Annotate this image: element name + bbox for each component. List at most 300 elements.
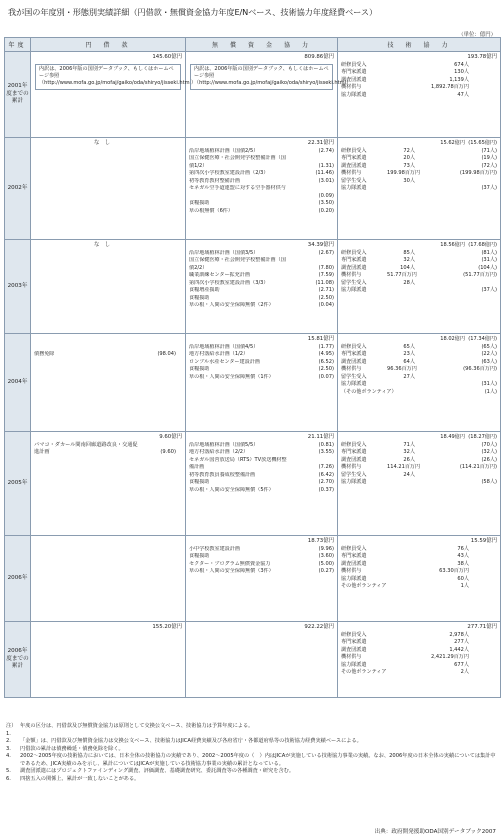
note-text: 調査団派遣にはプロジェクトファインディング調査、評価調査、基礎調査研究、委託調査等の各種調査・研究を含む。: [20, 768, 295, 774]
item-value: (11.08): [315, 279, 334, 286]
tech-cell: [338, 622, 501, 698]
item-value: (37人): [481, 287, 497, 294]
item-value: (7.26): [318, 464, 334, 471]
item-value: 1,139人: [449, 76, 469, 83]
loan-cell: [31, 52, 197, 138]
unit-label: （単位：億円）: [458, 32, 496, 38]
item-label: 沿岸地域植林計画（国債2/5）: [189, 147, 259, 154]
item-value: 28人: [403, 279, 415, 286]
tech-total-jica: (17.34億円): [468, 336, 497, 342]
item-value: 1,892.78百万円: [431, 84, 469, 91]
item-label: 草の根・人間の安全保障無償（2件）: [189, 302, 274, 309]
page-title: 我が国の年度別・形態別実績詳細（円借款・無償資金協力年度E/Nベース、技術協力年度経費ベース）: [8, 7, 378, 17]
grant-cell: [186, 432, 338, 536]
loan-item: バマコ・ダカール間南回廊道路改良・交通促進計画: [34, 441, 138, 455]
item-value: (70人): [481, 441, 497, 448]
item-label: 協力隊派遣: [341, 185, 367, 192]
item-label: セネガル国営放送局（RTS）TV放送機材整: [189, 456, 287, 463]
loan-cell: [31, 334, 186, 432]
grant-item: [189, 287, 334, 295]
item-value: [387, 381, 415, 389]
item-label: 沿岸地域植林計画（国債3/5）: [189, 249, 259, 256]
item-label: 備計画: [189, 464, 205, 471]
item-label: 沿岸地域植林計画（国債4/5）: [189, 343, 259, 350]
grant-item: [189, 479, 334, 487]
item-value: (51.77百万円): [463, 272, 497, 279]
item-label: 第四次小学校教室建設計画（3/3）: [189, 279, 269, 286]
loan-cell: [31, 622, 186, 698]
item-label: 専門家派遣: [341, 69, 367, 76]
item-value: 72人: [403, 147, 415, 154]
item-value: (37人): [481, 185, 497, 192]
item-label: 食糧援助: [189, 553, 210, 560]
item-value: (71人): [481, 147, 497, 154]
item-label: 研修員受入: [341, 545, 367, 552]
item-value: 677人: [454, 661, 469, 668]
note-number: 2.: [6, 738, 11, 744]
item-label: 協力隊派遣: [341, 381, 367, 388]
item-value: 47人: [457, 91, 469, 98]
item-value: (2.71): [318, 287, 334, 294]
item-label: 初等教育教員養成校整備計画: [189, 471, 256, 478]
grant-item: [189, 457, 334, 465]
item-value: 76人: [457, 545, 469, 552]
tech-item: [341, 583, 497, 591]
item-label: 研修員受入: [341, 441, 367, 448]
tech-item: [341, 561, 497, 569]
item-value: 32人: [403, 257, 415, 264]
item-value: 96.36百万円: [387, 366, 417, 373]
tech-total: 18.49億円: [440, 434, 465, 440]
tech-item: [341, 546, 497, 554]
item-value: 60人: [457, 575, 469, 582]
item-value: (2.67): [318, 249, 334, 256]
item-value: (81人): [481, 249, 497, 256]
note-item: [6, 723, 500, 738]
loan-none: な し: [94, 242, 111, 248]
tech-item: [341, 272, 497, 280]
item-label: 地方村落給水計画（2/2）: [189, 449, 249, 456]
item-label: 専門家派遣: [341, 449, 367, 456]
item-label: 専門家派遣: [341, 155, 367, 162]
row-2006: [5, 536, 501, 622]
item-label: 機材供与: [341, 464, 362, 471]
tech-total: 15.59億円: [470, 538, 497, 544]
item-label: 沿岸地域植林計画（国債5/5）: [189, 441, 259, 448]
tech-total: 15.62億円: [440, 140, 465, 146]
grant-item: [189, 546, 334, 554]
loan-total: 145.60億円: [152, 54, 182, 60]
tech-total-jica: (18.27億円): [468, 434, 497, 440]
note-number: 4.: [6, 753, 11, 759]
grant-item: [189, 351, 334, 359]
item-value: 2人: [460, 669, 469, 676]
tech-item: [341, 185, 497, 193]
note-text: 年度の区分は、円借款及び無償資金協力は原則として交換公文ベース、技術協力は予算年度による。: [20, 723, 254, 729]
note-number: 5.: [6, 768, 11, 774]
note-item: [6, 738, 500, 746]
item-value: (3.50): [318, 200, 334, 207]
item-label: 食糧援助: [189, 200, 210, 207]
row-2005: [5, 432, 501, 536]
note-text: 2002～2005年度の技術協力においては、日本全体の技術協力の実績であり、2002～2005年度の（ ）内はJICAが実施している技術協力事業の実績。なお、2006年度の日本全体の実績については集計中であるため、JICA実績のみを示し、累計についてはJICAが実施している技術協力事業の実績の累計となっている。: [20, 753, 496, 767]
item-value: 674人: [454, 61, 469, 68]
item-value: (3.55): [318, 449, 334, 456]
grant-item: [189, 561, 334, 569]
item-value: 32人: [403, 449, 415, 456]
item-value: (2.50): [318, 294, 334, 301]
tech-item: [341, 639, 497, 647]
note-number: 6.: [6, 775, 11, 782]
grant-total: 15.81億円: [307, 336, 334, 342]
year-cell: 2004年: [5, 334, 31, 432]
item-value: 23人: [403, 351, 415, 358]
item-label: 機材供与: [341, 272, 362, 279]
item-label: 専門家派遣: [341, 351, 367, 358]
tech-cell: [338, 240, 501, 334]
item-value: (7.59): [318, 272, 334, 279]
note-text: 四捨五入の関係上、累計が一致しないことがある。: [20, 775, 140, 782]
row-2004: [5, 334, 501, 432]
grant-item: [189, 155, 334, 163]
tech-cell: [338, 536, 501, 622]
item-value: 27人: [403, 373, 415, 380]
tech-item: [341, 148, 497, 156]
tech-total: 18.02億円: [440, 336, 465, 342]
loan-value: (9.60): [160, 449, 176, 455]
grant-item: [189, 366, 334, 374]
item-value: (2.70): [318, 479, 334, 486]
item-label: 債1/2）: [189, 162, 208, 169]
item-label: ロンプル水産センター建設計画: [189, 358, 260, 365]
grant-cell: [186, 536, 338, 622]
grant-item: [189, 148, 334, 156]
item-label: その他ボランティア: [341, 669, 387, 676]
item-value: 43人: [457, 553, 469, 560]
row-2002: [5, 138, 501, 240]
grant-cell: [186, 240, 338, 334]
grant-note-box: 内訳は、2006年版の国別データブック、もしくはホームページ参照（http://www.mofa.go.jp/mofaj/gaiko/oda/shiryo/jisseki.html）: [190, 64, 333, 90]
item-label: 専門家派遣: [341, 257, 367, 264]
item-value: (31人): [481, 257, 497, 264]
item-label: 調査団派遣: [341, 560, 367, 567]
item-label: 職業訓練センター拡充計画: [189, 272, 250, 279]
item-label: 機材供与: [341, 84, 362, 91]
results-table: [4, 37, 501, 698]
item-value: (4.95): [318, 351, 334, 358]
item-value: (3.60): [318, 553, 334, 560]
year-cell: 2002年: [5, 138, 31, 240]
grant-item: [189, 553, 334, 561]
loan-cell: [31, 138, 186, 240]
grant-item: [189, 302, 334, 310]
grant-total: 18.73億円: [307, 538, 334, 544]
item-label: 国立保健医療・社会開発学校整備計画（国: [189, 155, 286, 162]
grant-item: [189, 487, 334, 495]
item-value: (2.50): [318, 366, 334, 373]
loan-total: 9.60億円: [159, 434, 182, 440]
item-label: 食糧増産援助: [189, 287, 220, 294]
item-label: 草の根・人間の安全保障無償（3件）: [189, 568, 274, 575]
item-value: 85人: [403, 249, 415, 256]
item-label: セクター・プログラム無償資金協力: [189, 560, 271, 567]
item-label: 調査団派遣: [341, 162, 367, 169]
loan-cell: [31, 432, 186, 536]
tech-item: [341, 257, 497, 265]
item-value: 2,421.29百万円: [431, 654, 469, 661]
tech-item: [341, 366, 497, 374]
item-label: 協力隊派遣: [341, 575, 367, 582]
note-item: [6, 753, 500, 768]
item-label: 調査団派遣: [341, 456, 367, 463]
note-number: 3.: [6, 745, 11, 752]
item-value: (0.37): [318, 486, 334, 493]
tech-item: [341, 568, 497, 576]
tech-item: [341, 464, 497, 472]
grant-item: [189, 178, 334, 186]
item-value: (6.42): [318, 471, 334, 478]
item-value: (0.81): [318, 441, 334, 448]
item-label: 草の根・人間の安全保障無償（1件）: [189, 373, 274, 380]
grant-item: [189, 464, 334, 472]
item-value: (22人): [481, 351, 497, 358]
loan-cell: [31, 240, 186, 334]
item-value: 24人: [403, 471, 415, 478]
item-value: (1.77): [318, 343, 334, 350]
grant-total: 22.31億円: [307, 140, 334, 146]
grant-item: [189, 163, 334, 171]
item-label: 調査団派遣: [341, 646, 367, 653]
tech-item: [341, 479, 497, 487]
item-value: (58人): [481, 479, 497, 486]
item-value: [387, 287, 415, 295]
item-label: 食糧援助: [189, 479, 210, 486]
year-cell: 2001年度までの累計: [5, 52, 31, 138]
tech-item: [341, 351, 497, 359]
header-loan: 円 借 款: [31, 38, 186, 52]
grant-item: [189, 359, 334, 367]
tech-cell: [338, 334, 501, 432]
year-cell: 2006年: [5, 536, 31, 622]
tech-item: [341, 170, 497, 178]
tech-item: [341, 77, 497, 85]
row-total-2006: [5, 622, 501, 698]
row-2003: [5, 240, 501, 334]
item-value: (63人): [481, 358, 497, 365]
grant-cell: [186, 138, 338, 240]
tech-item: [341, 381, 497, 389]
item-value: 51.77百万円: [387, 272, 417, 279]
tech-item: [341, 632, 497, 640]
year-cell: 2006年度までの累計: [5, 622, 31, 698]
item-label: 機材供与: [341, 366, 362, 373]
item-value: 64人: [403, 358, 415, 365]
item-value: 26人: [403, 456, 415, 463]
item-label: 機材供与: [341, 568, 362, 575]
item-value: 65人: [403, 343, 415, 350]
grant-cell: [186, 622, 338, 698]
item-label: 食糧援助: [189, 294, 210, 301]
loan-item: 債務免除: [34, 351, 55, 357]
item-value: 30人: [403, 177, 415, 184]
loan-value: (98.04): [157, 351, 176, 357]
item-value: (0.04): [318, 302, 334, 309]
notes: [6, 723, 500, 783]
grant-item: [189, 568, 334, 576]
item-value: 114.21百万円: [387, 464, 421, 471]
item-value: 1,442人: [449, 646, 469, 653]
year-cell: 2005年: [5, 432, 31, 536]
tech-item: [341, 69, 497, 77]
tech-item: [341, 654, 497, 662]
item-value: (5.00): [318, 560, 334, 567]
header-row: [5, 38, 501, 52]
tech-cell: [338, 52, 501, 138]
grant-item: [189, 472, 334, 480]
header-tech: 技 術 協 力: [338, 38, 501, 52]
tech-total: 193.78億円: [467, 54, 497, 60]
grant-total: 809.86億円: [304, 54, 334, 60]
item-label: 草の根無償（6件）: [189, 207, 233, 214]
tech-item: [341, 287, 497, 295]
item-label: 研修員受入: [341, 249, 367, 256]
item-value: 20人: [403, 155, 415, 162]
item-label: セネガル空手道連盟に対する空手器材供与: [189, 185, 286, 192]
grant-item: [189, 442, 334, 450]
item-label: 調査団派遣: [341, 76, 367, 83]
item-value: 130人: [454, 69, 469, 76]
item-value: 2,978人: [449, 631, 469, 638]
item-label: 留学生受入: [341, 279, 367, 286]
item-value: (26人): [481, 456, 497, 463]
item-value: (0.27): [318, 568, 334, 575]
item-label: 研修員受入: [341, 61, 367, 68]
item-value: 199.98百万円: [387, 170, 421, 177]
tech-item: [341, 449, 497, 457]
item-label: 初等教育教材整備計画: [189, 177, 240, 184]
grant-item: [189, 185, 334, 193]
item-label: 機材供与: [341, 170, 362, 177]
tech-item: [341, 344, 497, 352]
item-value: (3.01): [318, 177, 334, 184]
grant-item: [189, 265, 334, 273]
note-text: 「金額」は、円借款及び無償資金協力は交換公文ベース、技術協力はJICA経費実績及び各府省庁・各都道府県等の技術協力経費実績ベースによる。: [20, 738, 362, 744]
item-value: (32人): [481, 449, 497, 456]
item-value: (0.09): [318, 192, 334, 199]
tech-total: 277.71億円: [467, 624, 497, 630]
item-value: (0.20): [318, 207, 334, 214]
item-value: 104人: [400, 264, 415, 271]
item-label: 留学生受入: [341, 373, 367, 380]
source-credit: 出典：政府開発援助ODA国別データブック2007: [374, 829, 496, 835]
item-value: (114.21百万円): [459, 464, 497, 471]
item-value: 71人: [403, 441, 415, 448]
item-value: 1人: [460, 583, 469, 590]
note-number: 注）1.: [6, 723, 17, 737]
item-label: 協力隊派遣: [341, 287, 367, 294]
grant-item: [189, 193, 334, 201]
tech-item: [341, 155, 497, 163]
tech-item: [341, 669, 497, 677]
loan-cell: [31, 536, 186, 622]
header-grant: 無 償 資 金 協 力: [186, 38, 338, 52]
grant-item: [189, 374, 334, 382]
item-value: (72人): [481, 162, 497, 169]
item-label: 研修員受入: [341, 343, 367, 350]
item-value: (96.36百万円): [463, 366, 497, 373]
tech-total-jica: (15.65億円): [468, 140, 497, 146]
tech-total: 18.56億円: [440, 242, 465, 248]
item-label: その他ボランティア: [341, 583, 387, 590]
tech-item: [341, 442, 497, 450]
item-value: (199.98百万円): [459, 170, 497, 177]
year-cell: 2003年: [5, 240, 31, 334]
item-value: (7.80): [318, 264, 334, 271]
grant-total: 922.22億円: [304, 624, 334, 630]
tech-item: [341, 553, 497, 561]
item-value: (19人): [481, 155, 497, 162]
item-label: 調査団派遣: [341, 358, 367, 365]
item-value: (2.74): [318, 147, 334, 154]
grant-item: [189, 170, 334, 178]
tech-total-jica: (17.68億円): [468, 242, 497, 248]
item-label: 機材供与: [341, 654, 362, 661]
grant-item: [189, 344, 334, 352]
item-value: 277人: [454, 639, 469, 646]
item-value: (1.31): [318, 162, 334, 169]
item-value: (0.07): [318, 373, 334, 380]
item-label: 草の根・人間の安全保障無償（5件）: [189, 486, 274, 493]
item-label: 研修員受入: [341, 147, 367, 154]
item-label: 留学生受入: [341, 471, 367, 478]
grant-item: [189, 200, 334, 208]
item-label: 地方村落給水計画（1/2）: [189, 351, 249, 358]
tech-item: [341, 92, 497, 100]
item-value: (6.52): [318, 358, 334, 365]
item-label: 協力隊派遣: [341, 479, 367, 486]
item-label: 国立保健医療・社会開発学校整備計画（国: [189, 257, 286, 264]
tech-item: [341, 84, 497, 92]
loan-total: 155.20億円: [152, 624, 182, 630]
item-label: 調査団派遣: [341, 264, 367, 271]
item-value: (11.46): [315, 170, 334, 177]
grant-cell: [186, 334, 338, 432]
header-year: 年度: [5, 38, 31, 52]
item-value: (1人): [484, 388, 497, 395]
note-item: [6, 768, 500, 776]
tech-cell: [338, 432, 501, 536]
item-label: 協力隊派遣: [341, 91, 367, 98]
grant-total: 21.11億円: [307, 434, 334, 440]
item-label: 専門家派遣: [341, 639, 367, 646]
item-value: (65人): [481, 343, 497, 350]
grant-item: [189, 257, 334, 265]
item-value: 73人: [403, 162, 415, 169]
grant-item: [189, 250, 334, 258]
item-value: 63.30百万円: [439, 568, 469, 575]
item-value: (31人): [481, 381, 497, 388]
note-item: [6, 776, 500, 784]
note-text: 円借款の累計は債務繰延・債務免除を除く。: [20, 745, 124, 752]
loan-none: な し: [94, 140, 111, 146]
item-label: 第四次小学校教室建設計画（2/3）: [189, 170, 269, 177]
tech-cell: [338, 138, 501, 240]
grant-item: [189, 295, 334, 303]
item-value: [387, 389, 415, 397]
item-label: 食糧援助: [189, 366, 210, 373]
grant-item: [189, 272, 334, 280]
note-item: [6, 746, 500, 754]
